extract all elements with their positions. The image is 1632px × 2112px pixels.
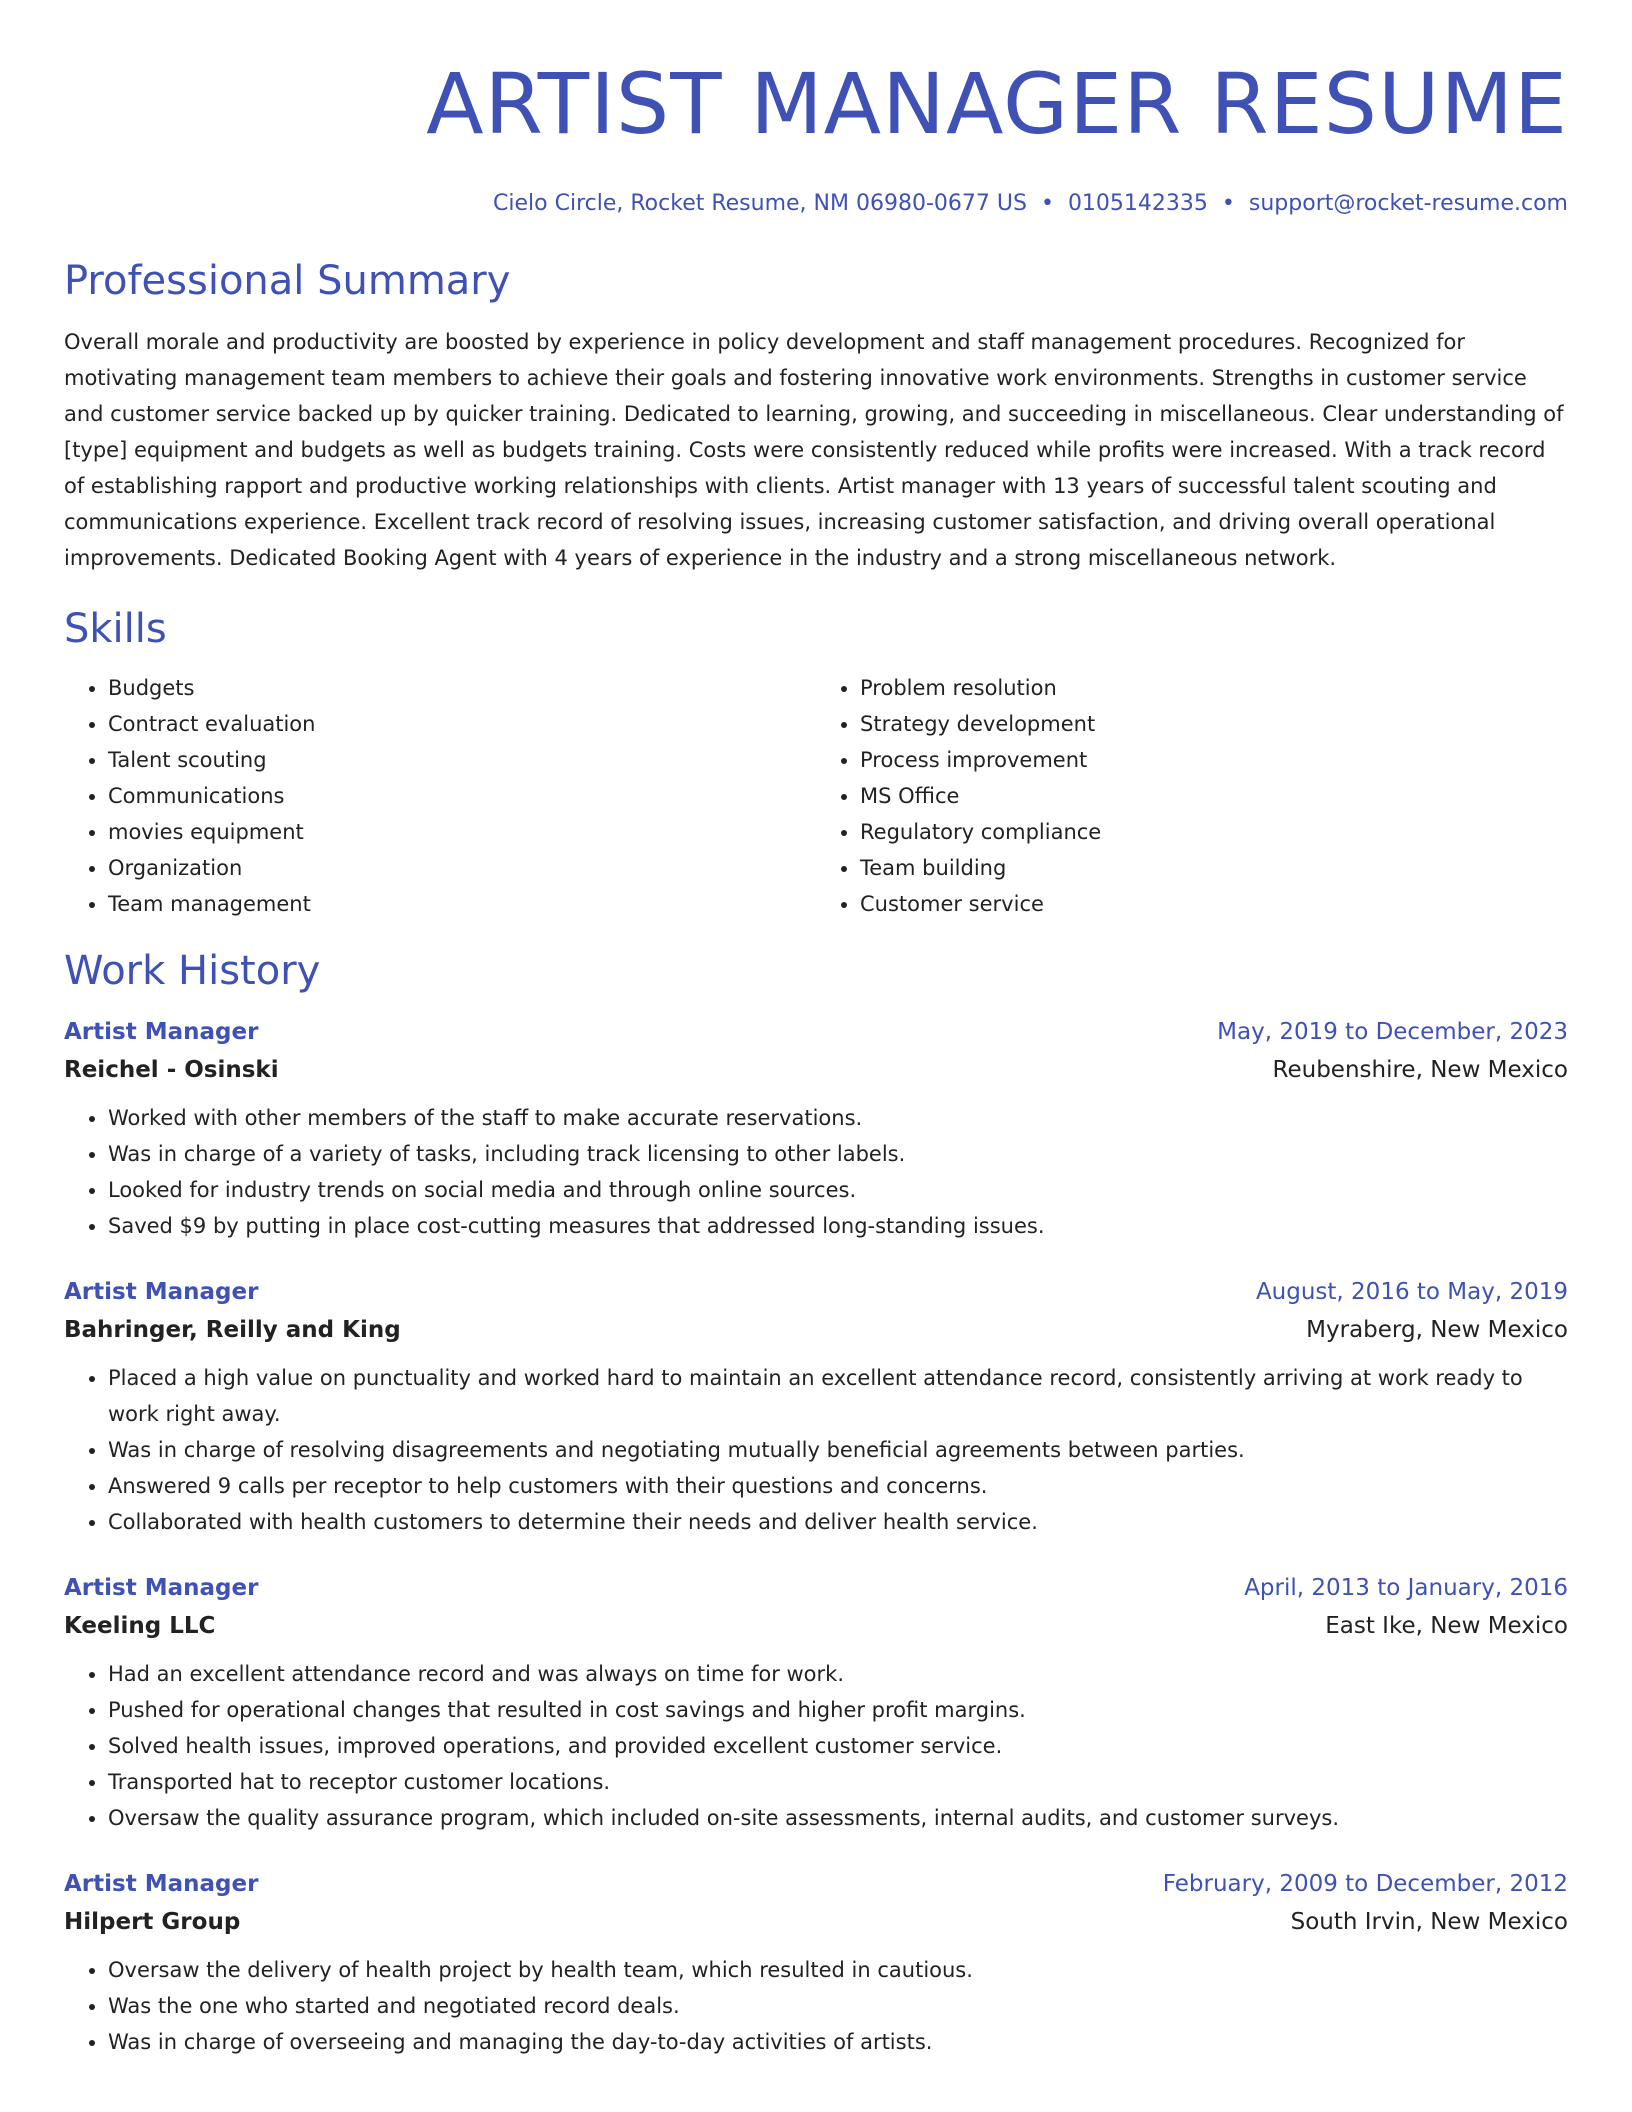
job-location: Myraberg, New Mexico bbox=[1306, 1317, 1568, 1343]
job-bullet: • Solved health issues, improved operations, and provided excellent customer service. bbox=[108, 1728, 1568, 1764]
job-company: Hilpert Group bbox=[64, 1909, 241, 1935]
page-title: ARTIST MANAGER RESUME bbox=[426, 55, 1568, 153]
summary-text: Overall morale and productivity are boosted by experience in policy development and staff management procedures. Recognized for motivating management team members to achieve their goals and fostering innovative work environments. Strengths in customer service and customer service backed up by quicker training. Dedicated to learning, growing, and succeeding in miscellaneous. Clear understanding of [type] equipment and budgets as well as budgets training. Costs were consistently reduced while profits were increased. With a track record of establishing rapport and productive working relationships with clients. Artist manager with 13 years of successful talent scouting and communications experience. Excellent track record of resolving issues, increasing customer satisfaction, and driving overall operational improvements. Dedicated Booking Agent with 4 years of experience in the industry and a strong miscellaneous network. bbox=[64, 330, 1564, 570]
contact-line bbox=[64, 188, 1568, 220]
job-bullet: • Was the one who started and negotiated record deals. bbox=[108, 1988, 1568, 2024]
contact-separator: • bbox=[1040, 191, 1054, 216]
job-bullet: • Pushed for operational changes that resulted in cost savings and higher profit margins. bbox=[108, 1692, 1568, 1728]
job-bullets bbox=[64, 1656, 1568, 1836]
contact-address: Cielo Circle, Rocket Resume, NM 06980-0677 US bbox=[493, 191, 1027, 216]
skills-column-left bbox=[64, 670, 816, 922]
skills-list bbox=[64, 670, 1568, 922]
job-bullet: • Oversaw the delivery of health project by health team, which resulted in cautious. bbox=[108, 1952, 1568, 1988]
job-dates: April, 2013 to January, 2016 bbox=[1244, 1575, 1568, 1601]
job-entry bbox=[64, 1570, 1568, 1836]
job-bullet: • Transported hat to receptor customer locations. bbox=[108, 1764, 1568, 1800]
contact-separator: • bbox=[1221, 191, 1235, 216]
job-bullet: • Collaborated with health customers to determine their needs and deliver health service. bbox=[108, 1504, 1568, 1540]
contact-phone[interactable]: 0105142335 bbox=[1067, 191, 1208, 216]
job-bullet: • Answered 9 calls per receptor to help customers with their questions and concerns. bbox=[108, 1468, 1568, 1504]
job-bullet: • Was in charge of resolving disagreements and negotiating mutually beneficial agreements between parties. bbox=[108, 1432, 1568, 1468]
job-role: Artist Manager bbox=[64, 1019, 259, 1045]
skill-item: • Team building bbox=[860, 850, 1568, 886]
job-bullets bbox=[64, 1100, 1568, 1244]
job-role: Artist Manager bbox=[64, 1279, 259, 1305]
job-entry bbox=[64, 1866, 1568, 2060]
skill-item: • Customer service bbox=[860, 886, 1568, 922]
job-location: East Ike, New Mexico bbox=[1325, 1613, 1568, 1639]
work-history-heading: Work History bbox=[64, 948, 321, 994]
job-company: Bahringer, Reilly and King bbox=[64, 1317, 401, 1343]
job-bullet: • Saved $9 by putting in place cost-cutting measures that addressed long-standing issues. bbox=[108, 1208, 1568, 1244]
job-bullet: • Was in charge of overseeing and managing the day-to-day activities of artists. bbox=[108, 2024, 1568, 2060]
job-location: Reubenshire, New Mexico bbox=[1272, 1057, 1568, 1083]
job-location: South Irvin, New Mexico bbox=[1290, 1909, 1568, 1935]
job-bullet: • Oversaw the quality assurance program, which included on-site assessments, internal audits, and customer surveys. bbox=[108, 1800, 1568, 1836]
skill-item: • Strategy development bbox=[860, 706, 1568, 742]
job-role: Artist Manager bbox=[64, 1575, 259, 1601]
summary-heading: Professional Summary bbox=[64, 258, 511, 304]
job-entry bbox=[64, 1014, 1568, 1244]
skill-item: • Regulatory compliance bbox=[860, 814, 1568, 850]
job-bullet: • Worked with other members of the staff to make accurate reservations. bbox=[108, 1100, 1568, 1136]
skill-item: • Budgets bbox=[108, 670, 816, 706]
skill-item: • Organization bbox=[108, 850, 816, 886]
skill-item: • Team management bbox=[108, 886, 816, 922]
skill-item: • Communications bbox=[108, 778, 816, 814]
job-dates: May, 2019 to December, 2023 bbox=[1217, 1019, 1568, 1045]
skill-item: • Process improvement bbox=[860, 742, 1568, 778]
skill-item: • Talent scouting bbox=[108, 742, 816, 778]
job-dates: February, 2009 to December, 2012 bbox=[1162, 1871, 1568, 1897]
skill-item: • MS Office bbox=[860, 778, 1568, 814]
skill-item: • movies equipment bbox=[108, 814, 816, 850]
job-company: Keeling LLC bbox=[64, 1613, 216, 1639]
job-entry bbox=[64, 1274, 1568, 1540]
skill-item: • Contract evaluation bbox=[108, 706, 816, 742]
job-bullets bbox=[64, 1952, 1568, 2060]
job-dates: August, 2016 to May, 2019 bbox=[1255, 1279, 1568, 1305]
contact-email[interactable]: support@rocket-resume.com bbox=[1248, 191, 1568, 216]
job-bullet: • Was in charge of a variety of tasks, including track licensing to other labels. bbox=[108, 1136, 1568, 1172]
job-bullet: • Placed a high value on punctuality and worked hard to maintain an excellent attendance record, consistently arriving at work ready to work right away. bbox=[108, 1360, 1568, 1432]
skill-item: • Problem resolution bbox=[860, 670, 1568, 706]
job-bullet: • Had an excellent attendance record and was always on time for work. bbox=[108, 1656, 1568, 1692]
skills-column-right bbox=[816, 670, 1568, 922]
job-bullets bbox=[64, 1360, 1568, 1540]
skills-heading: Skills bbox=[64, 606, 167, 652]
job-role: Artist Manager bbox=[64, 1871, 259, 1897]
job-bullet: • Looked for industry trends on social media and through online sources. bbox=[108, 1172, 1568, 1208]
job-company: Reichel - Osinski bbox=[64, 1057, 279, 1083]
